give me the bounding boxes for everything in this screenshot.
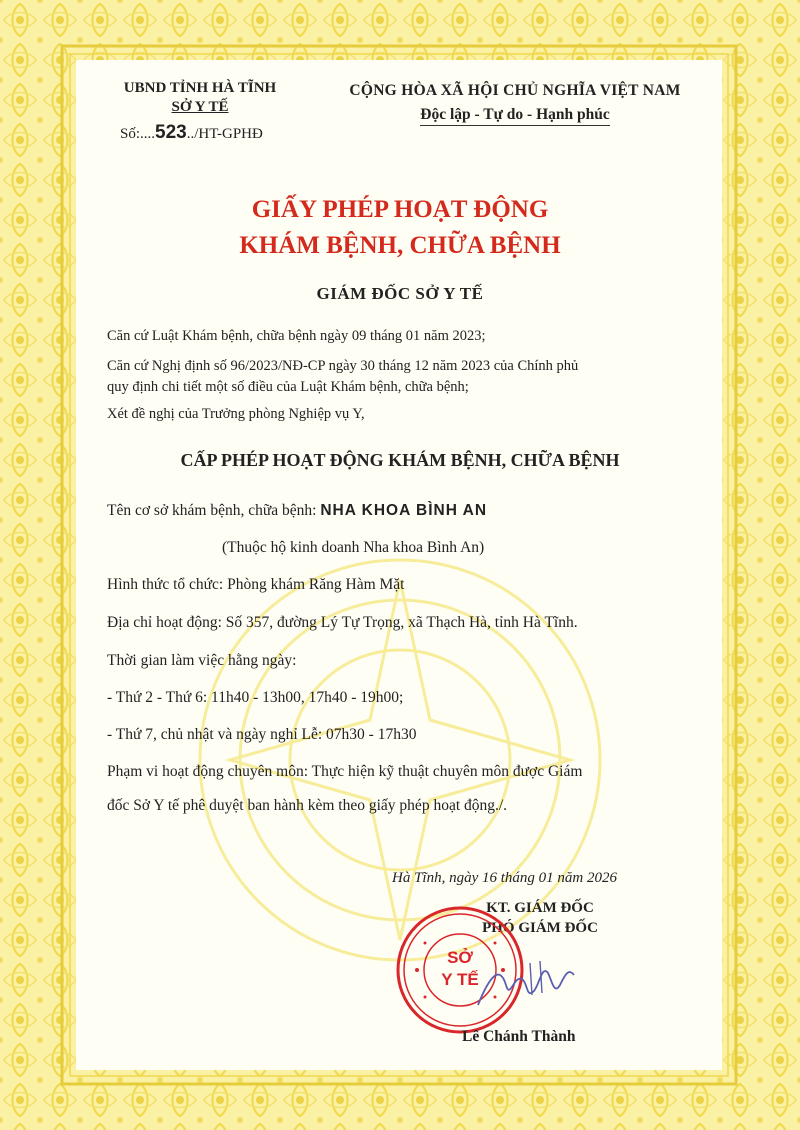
number-suffix: ../HT-GPHĐ — [186, 126, 263, 142]
country-name: CỘNG HÒA XÃ HỘI CHỦ NGHĨA VIỆT NAM — [349, 82, 681, 99]
legal-basis-3: Xét đề nghị của Trưởng phòng Nghiệp vụ Y, — [107, 406, 365, 422]
seal-text-2: Y TẾ — [441, 970, 479, 989]
document-number — [100, 122, 300, 144]
national-header — [330, 82, 700, 126]
number-dots: .... — [140, 126, 156, 142]
issuer-title: GIÁM ĐỐC SỞ Y TẾ — [316, 284, 484, 303]
seal-text-1: SỞ — [447, 948, 473, 967]
clinic-name-label: Tên cơ sở khám bệnh, chữa bệnh: — [107, 502, 317, 519]
legal-basis-1: Căn cứ Luật Khám bệnh, chữa bệnh ngày 09 tháng 01 năm 2023; — [107, 328, 486, 344]
signer-name: Lê Chánh Thành — [462, 1028, 576, 1045]
handwritten-signature — [470, 955, 580, 1015]
signer-role-2: PHÓ GIÁM ĐỐC — [482, 920, 598, 936]
scope-line-1: Phạm vi hoạt động chuyên môn: Thực hiện kỹ thuật chuyên môn được Giám — [107, 763, 583, 780]
issuing-authority — [100, 80, 300, 144]
clinic-name-row — [107, 502, 487, 520]
department-name: SỞ Y TẾ — [171, 99, 229, 115]
organization-form: Hình thức tổ chức: Phòng khám Răng Hàm Mặt — [107, 576, 405, 593]
number-value: 523 — [155, 122, 187, 143]
decision-heading: CẤP PHÉP HOẠT ĐỘNG KHÁM BỆNH, CHỮA BỆNH — [180, 450, 620, 470]
working-hours-weekday: - Thứ 2 - Thứ 6: 11h40 - 13h00, 17h40 - 19h00; — [107, 689, 404, 706]
scope-line-2: đốc Sở Y tế phê duyệt ban hành kèm theo giấy phép hoạt động./. — [107, 797, 508, 814]
signer-role-1: KT. GIÁM ĐỐC — [486, 900, 594, 916]
legal-basis-2: Căn cứ Nghị định số 96/2023/NĐ-CP ngày 30 tháng 12 năm 2023 của Chính phủ — [107, 358, 579, 374]
clinic-owner: (Thuộc hộ kinh doanh Nha khoa Bình An) — [222, 539, 485, 556]
working-hours-weekend: - Thứ 7, chủ nhật và ngày nghỉ Lễ: 07h30 - 17h30 — [107, 726, 417, 743]
clinic-name-value: NHA KHOA BÌNH AN — [320, 502, 488, 519]
document-title-line1: GIẤY PHÉP HOẠT ĐỘNG — [251, 196, 549, 223]
authority-name: UBND TỈNH HÀ TĨNH — [123, 80, 277, 96]
working-hours-label: Thời gian làm việc hằng ngày: — [107, 652, 297, 669]
clinic-address: Địa chỉ hoạt động: Số 357, đường Lý Tự Trọng, xã Thạch Hà, tỉnh Hà Tĩnh. — [107, 614, 578, 631]
document-title-line2: KHÁM BỆNH, CHỮA BỆNH — [239, 232, 561, 259]
legal-basis-2-cont: quy định chi tiết một số điều của Luật Khám bệnh, chữa bệnh; — [107, 379, 469, 395]
national-motto: Độc lập - Tự do - Hạnh phúc — [420, 106, 609, 126]
number-prefix: Số: — [120, 126, 141, 142]
signing-date: Hà Tĩnh, ngày 16 tháng 01 năm 2026 — [392, 870, 617, 886]
